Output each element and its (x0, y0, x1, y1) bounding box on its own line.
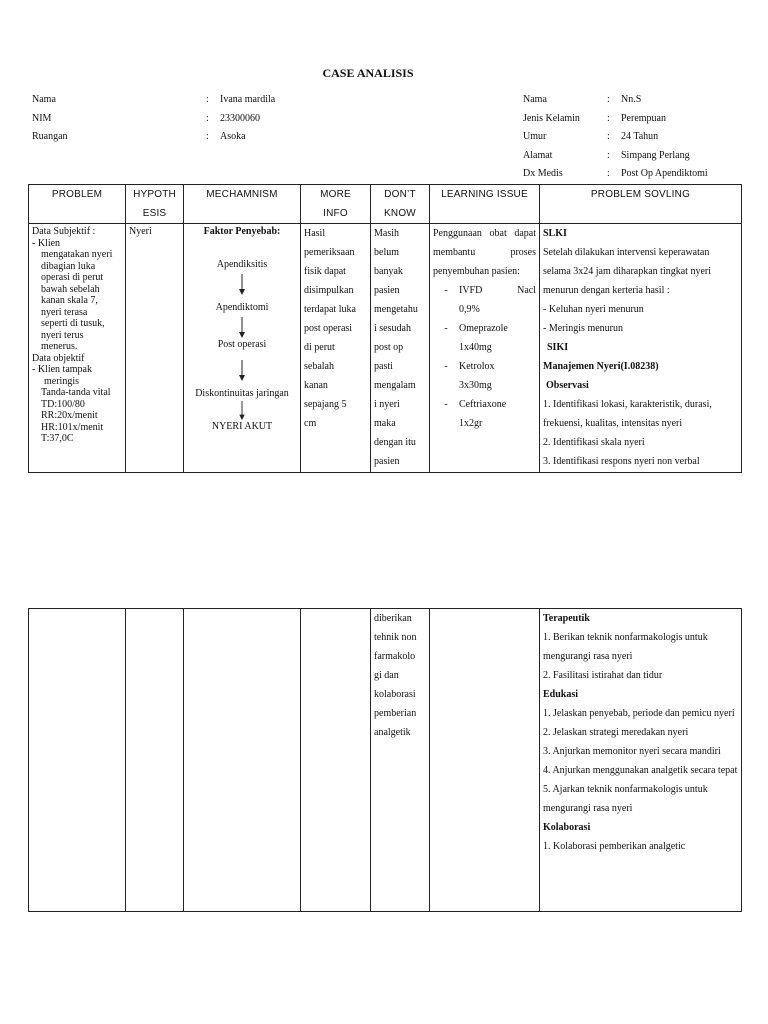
edukasi-item: 5. Ajarkan teknik nonfarmakologis untuk mengurangi rasa nyeri (543, 784, 708, 814)
dont-know-line: post op (374, 342, 404, 353)
mechanism-cell (184, 224, 301, 473)
drug-dose: 1x40mg (459, 342, 492, 353)
edukasi-heading (543, 685, 738, 704)
info-colon: : (206, 94, 209, 105)
edukasi-item: 4. Anjurkan menggunakan analgetik secara tepat (543, 765, 738, 776)
header-learning-issue: LEARNING ISSUE (430, 185, 540, 224)
drug-name: Ketrolox (459, 361, 495, 372)
learning-issue-cell (430, 224, 540, 473)
dont-know-line: pemberian (374, 708, 417, 719)
drug-dose: 3x30mg (459, 380, 492, 391)
hypothesis-cell (126, 224, 184, 473)
info-value: Simpang Perlang (621, 149, 690, 161)
info-colon: : (206, 112, 209, 124)
ds-item: dibagian luka (41, 260, 96, 272)
observasi-item: 2. Identifikasi skala nyeri (543, 437, 645, 448)
mechanism-result: NYERI AKUT (211, 421, 273, 432)
drug-name: IVFD (459, 285, 483, 296)
observasi-item: 3. Identifikasi respons nyeri non verbal (543, 456, 700, 467)
patient-diagnosis-row (523, 165, 708, 184)
ds-item: operasi di perut (41, 272, 104, 283)
more-info-cell-empty (301, 609, 371, 912)
slki-label: SLKI (543, 228, 567, 239)
more-info-line: cm (304, 418, 317, 429)
problem-solving-cell (540, 609, 742, 912)
more-info-line: fisik dapat (304, 266, 346, 277)
ds-item: mengatakan nyeri (41, 249, 113, 260)
bullet: - (444, 399, 448, 410)
header-dont-know-line2: KNOW (384, 208, 416, 219)
info-label: Ruangan (32, 131, 68, 142)
student-name-row (32, 91, 275, 110)
table-row (29, 224, 742, 473)
data-objektif-title: Data objektif (32, 352, 85, 364)
siki-heading (543, 338, 738, 357)
info-label: Nama (32, 94, 56, 105)
info-value: Asoka (220, 131, 246, 142)
info-label: NIM (32, 112, 52, 124)
info-label: Nama (523, 94, 547, 105)
drug-item (433, 281, 536, 300)
down-arrow-icon (237, 317, 247, 339)
dont-know-cell (371, 224, 430, 473)
dont-know-line: kolaborasi (374, 689, 416, 700)
info-value: Ivana mardila (220, 94, 276, 105)
problem-solving-cell (540, 224, 742, 473)
drug-name: Ceftriaxone (459, 399, 507, 410)
drug-dose: 1x2gr (459, 418, 483, 429)
observasi-item: 1. Identifikasi lokasi, karakteristik, durasi, frekuensi, kualitas, intensitas nyeri (543, 399, 712, 429)
do-item: RR:20x/menit (41, 410, 98, 421)
observasi-label: Observasi (546, 380, 589, 391)
patient-info (523, 91, 708, 184)
more-info-line: pemeriksaan (304, 247, 355, 258)
info-value: 23300060 (220, 112, 260, 124)
more-info-line: di perut (304, 342, 335, 353)
header-more-info-line1: MORE (320, 189, 351, 200)
mechanism-step: Apendiksitis (216, 259, 268, 270)
dont-know-line: diberikan (374, 613, 412, 624)
info-label: Jenis Kelamin (523, 112, 580, 124)
kolaborasi-label: Kolaborasi (543, 822, 591, 833)
header-hypothesis-line2: ESIS (142, 208, 167, 219)
learning-issue-intro: Penggunaan obat dapat membantu proses penyembuhan pasien: (433, 228, 536, 277)
bullet: - (444, 323, 448, 334)
ds-item: menerus. (41, 341, 78, 352)
edukasi-item: 1. Jelaskan penyebab, periode dan pemicu nyeri (543, 708, 735, 719)
more-info-line: kanan (304, 380, 328, 391)
dont-know-line: dengan itu (374, 437, 416, 448)
dont-know-line: belum (374, 247, 399, 258)
hypothesis-value: Nyeri (129, 226, 152, 237)
table-row (29, 609, 742, 912)
header-more-info-line2: INFO (323, 208, 348, 219)
bullet: - (444, 285, 448, 296)
dont-know-line: analgetik (374, 727, 411, 738)
header-problem-solving: PROBLEM SOVLING (540, 185, 742, 224)
more-info-line: sebalah (304, 361, 334, 372)
learning-issue-cell-empty (430, 609, 540, 912)
dont-know-line: pasien (374, 456, 400, 467)
drug-dose: 0,9% (459, 304, 480, 315)
dont-know-line: mengalam (374, 380, 416, 391)
info-value: Post Op Apendiktomi (621, 168, 708, 179)
do-item: T:37,0C (41, 433, 74, 444)
patient-name-row (523, 91, 708, 110)
student-room-row (32, 128, 275, 147)
terapeutik-label: Terapeutik (543, 613, 590, 624)
header-dont-know (371, 185, 430, 224)
info-colon: : (206, 131, 209, 142)
header-more-info (301, 185, 371, 224)
dont-know-line: pasien (374, 285, 400, 296)
down-arrow-icon (237, 274, 247, 296)
bullet: - (444, 361, 448, 372)
more-info-line: sepajang 5 (304, 399, 347, 410)
dont-know-line: i sesudah (374, 323, 411, 334)
edukasi-item: 2. Jelaskan strategi meredakan nyeri (543, 727, 689, 738)
hypothesis-cell-empty (126, 609, 184, 912)
ds-item: - Klien (32, 237, 61, 249)
info-label: Dx Medis (523, 168, 563, 179)
student-nim-row (32, 110, 275, 129)
info-label: Alamat (523, 149, 553, 161)
mechanism-cell-empty (184, 609, 301, 912)
terapeutik-heading (543, 609, 738, 628)
do-item: Tanda-tanda vital (41, 387, 111, 398)
mechanism-title: Faktor Penyebab: (203, 226, 281, 237)
ds-item: nyeri terus (41, 329, 84, 341)
ds-item: bawah sebelah (41, 283, 100, 295)
drug-name: Omeprazole (459, 323, 508, 334)
info-label: Umur (523, 131, 547, 142)
mechanism-step: Diskontinuitas jaringan (195, 388, 289, 399)
ds-item: seperti di tusuk, (41, 318, 105, 329)
info-colon: : (607, 94, 610, 105)
dont-know-line: i nyeri (374, 399, 400, 410)
dont-know-line: tehnik non (374, 632, 417, 643)
edukasi-item: 3. Anjurkan memonitor nyeri secara mandiri (543, 746, 721, 757)
terapeutik-item: 2. Fasilitasi istirahat dan tidur (543, 670, 663, 681)
more-info-line: Hasil (304, 228, 326, 239)
do-item: HR:101x/menit (41, 421, 104, 433)
dont-know-line: banyak (374, 266, 403, 277)
header-mechanism: MECHAMNISM (184, 185, 301, 224)
kolaborasi-heading (543, 818, 738, 837)
header-hypothesis (126, 185, 184, 224)
ds-item: nyeri terasa (41, 306, 88, 318)
info-value: Perempuan (621, 112, 666, 124)
drug-item (433, 357, 536, 376)
dont-know-line: farmakolo (374, 651, 416, 662)
terapeutik-item: 1. Berikan teknik nonfarmakologis untuk mengurangi rasa nyeri (543, 632, 708, 662)
page-title: CASE ANALISIS (322, 66, 414, 80)
do-item: meringis (44, 375, 79, 387)
criteria-item: - Meringis menurun (543, 323, 623, 334)
kolaborasi-item: 1. Kolaborasi pemberikan analgetic (543, 841, 686, 852)
case-table-part-1 (28, 184, 742, 473)
case-table-part-2 (28, 608, 742, 912)
criteria-item: - Keluhan nyeri menurun (543, 304, 644, 315)
dont-know-line: pasti (374, 361, 393, 372)
slki-text: Setelah dilakukan intervensi keperawatan selama 3x24 jam diharapkan tingkat nyeri menurun dengan kerteria hasil : (543, 247, 712, 296)
header-problem: PROBLEM (29, 185, 126, 224)
dont-know-line: gi dan (374, 670, 399, 681)
slki-heading (543, 224, 738, 243)
student-info (32, 91, 275, 147)
mechanism-step: Post operasi (217, 339, 267, 350)
patient-age-row (523, 128, 708, 147)
mechanism-step: Apendiktomi (215, 302, 269, 313)
header-dont-know-line1: DON’T (384, 189, 416, 200)
down-arrow-icon (237, 401, 247, 421)
info-colon: : (607, 131, 610, 142)
dont-know-line: Masih (374, 228, 399, 239)
more-info-cell (301, 224, 371, 473)
table-header-row (29, 185, 742, 224)
info-colon: : (607, 149, 610, 161)
down-arrow-icon (237, 360, 247, 382)
drug-item (433, 319, 536, 338)
ds-item: kanan skala 7, (41, 295, 98, 306)
dont-know-line: maka (374, 418, 396, 429)
siki-label: SIKI (547, 342, 569, 353)
dont-know-cell (371, 609, 430, 912)
manajemen-heading (543, 357, 738, 376)
do-item: TD:100/80 (41, 398, 85, 410)
manajemen-label: Manajemen Nyeri(I.08238) (543, 361, 659, 372)
drug-extra: Nacl (517, 285, 536, 296)
more-info-line: terdapat luka (304, 304, 356, 315)
observasi-heading (543, 376, 738, 395)
do-item: - Klien tampak (32, 364, 92, 375)
problem-cell-empty (29, 609, 126, 912)
patient-gender-row (523, 110, 708, 129)
dont-know-line: mengetahu (374, 304, 418, 315)
info-colon: : (607, 112, 610, 124)
info-colon: : (607, 168, 610, 179)
header-hypothesis-line1: HYPOTH (133, 189, 176, 200)
info-value: 24 Tahun (621, 131, 659, 142)
problem-cell (29, 224, 126, 473)
drug-item (433, 395, 536, 414)
data-subjektif-title: Data Subjektif : (32, 226, 96, 237)
more-info-line: disimpulkan (304, 285, 354, 296)
info-value: Nn.S (621, 94, 642, 105)
more-info-line: post operasi (304, 323, 353, 334)
patient-address-row (523, 147, 708, 166)
edukasi-label: Edukasi (543, 689, 579, 700)
